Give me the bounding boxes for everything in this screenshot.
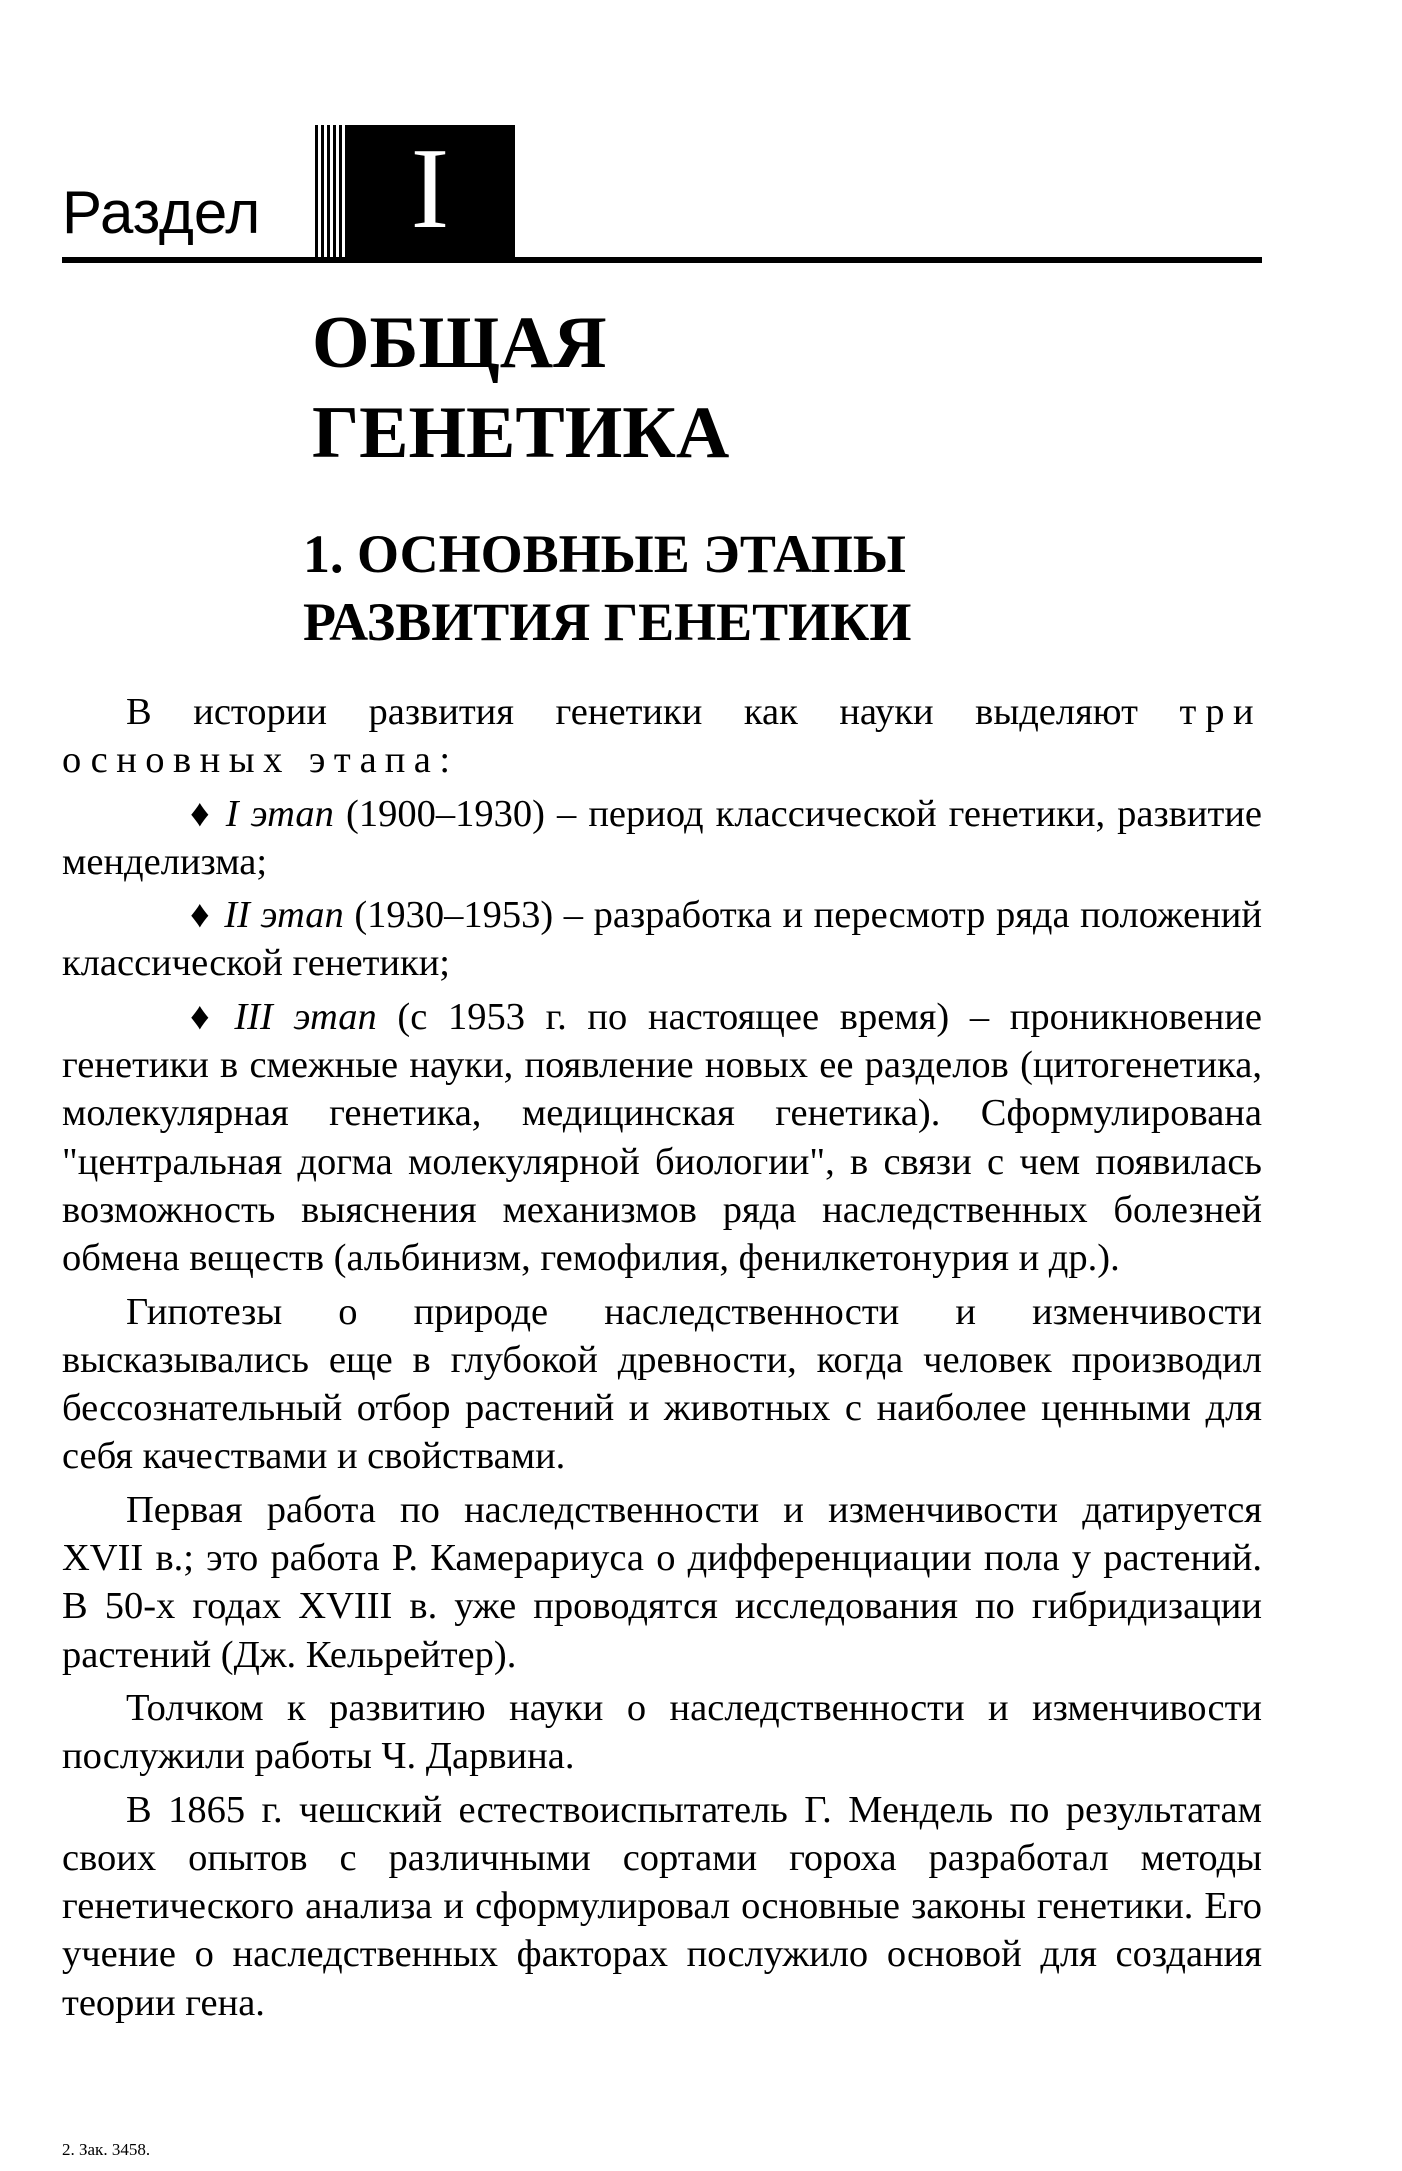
body-paragraph: В 1865 г. чешский естествоиспытатель Г. Мендель по результатам своих опытов с различными сортами гороха разработал методы генетического анализа и сформулировал основные законы генетики. Его учение о наследственных факторах послужило основой для создания теории гена. [62, 1788, 1262, 2024]
chapter-title [303, 520, 911, 656]
section-box-stripes [315, 125, 345, 257]
diamond-bullet-icon: ♦ [190, 995, 210, 1038]
part-title-line-1: ОБЩАЯ [312, 302, 607, 384]
stage-item [62, 891, 1262, 988]
diamond-bullet-icon: ♦ [190, 792, 210, 835]
intro-paragraph [62, 688, 1262, 785]
body-paragraph: Гипотезы о природе наследственности и изменчивости высказывались еще в глубокой древности, когда человек производил бессознательный отбор растений и животных с наиболее ценными для себя качествами и свойствами. [62, 1290, 1262, 1478]
stage-text: (1930–1953) – разработка и пересмотр ряда положений классической генетики; [62, 894, 1263, 985]
stage-text: (1900–1930) – период классической генетики, развитие менделизма; [62, 792, 1263, 883]
footer-note: 2. Зак. 3458. [62, 2140, 151, 2159]
part-title-line-2: ГЕНЕТИКА [312, 392, 730, 474]
stage-item [62, 790, 1262, 887]
stage-name: II этап [224, 894, 344, 937]
chapter-title-line-1: 1. ОСНОВНЫЕ ЭТАПЫ [303, 524, 906, 584]
stage-name: III этап [234, 995, 377, 1038]
stage-text: (с 1953 г. по настоящее время) – проникновение генетики в смежные науки, появление новых ее разделов (цитогенетика, молекулярная генетика, медицинская генетика). Сформулирована "центральная догма молекулярной биологии", в связи с чем появилась возможность выяснения механизмов ряда наследственных болезней обмена веществ (альбинизм, гемофилия, фенилкетонурия и др.). [62, 995, 1263, 1280]
body-text [62, 688, 1262, 2027]
section-header [62, 125, 1262, 265]
chapter-title-line-2: РАЗВИТИЯ ГЕНЕТИКИ [303, 592, 912, 652]
part-title [312, 298, 729, 478]
intro-text: В истории развития генетики как науки выделяют [126, 691, 1138, 733]
intro-colon: : [439, 739, 451, 782]
intro-emphasis: три основных этапа [62, 691, 1263, 782]
section-label: Раздел [62, 179, 261, 246]
stage-name: I этап [225, 792, 334, 835]
body-paragraph: Первая работа по наследственности и изменчивости датируется XVII в.; это работа Р. Камерариуса о дифференциации пола у растений. В 50-х годах XVIII в. уже проводятся исследования по гибридизации растений (Дж. Кельрейтер). [62, 1488, 1262, 1676]
section-number-box [315, 125, 515, 257]
section-rule [62, 257, 1262, 263]
diamond-bullet-icon: ♦ [190, 894, 210, 937]
body-paragraph: Толчком к развитию науки о наследственности и изменчивости послужили работы Ч. Дарвина. [62, 1686, 1262, 1778]
stage-item [62, 993, 1262, 1283]
section-numeral: I [410, 125, 450, 253]
